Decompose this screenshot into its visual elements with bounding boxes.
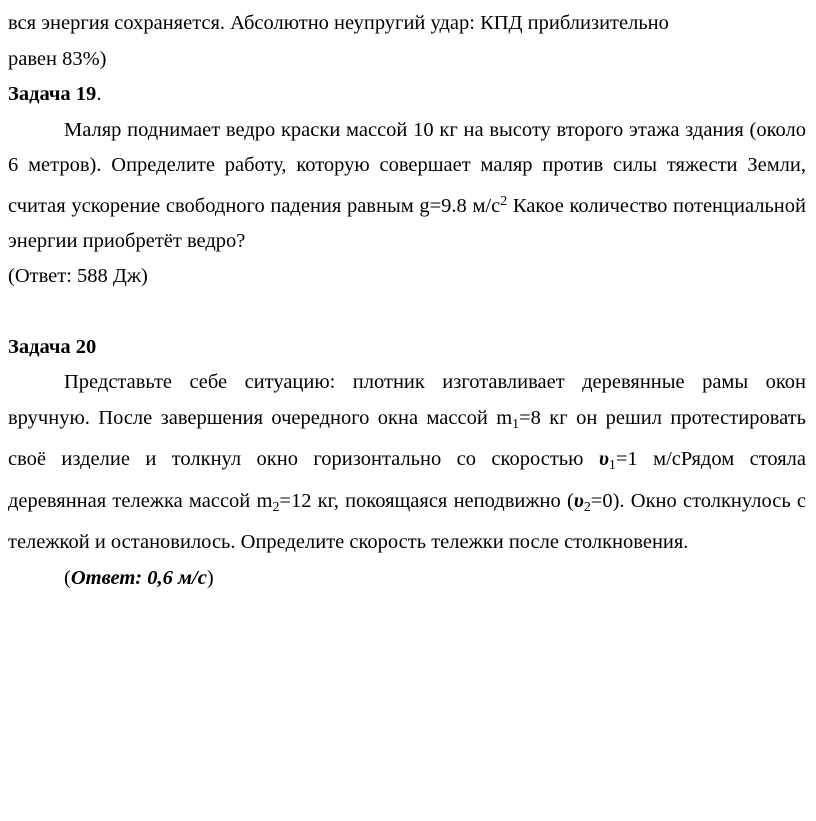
task-19-heading (8, 77, 806, 113)
task-19-body-continued: Какое количество потенциальной энергии приобретёт ведро? (8, 194, 807, 252)
task-20-sub-v1: 1 (608, 458, 616, 474)
intro-line-1: вся энергия сохраняется. Абсолютно неупругий удар: КПД приблизительно (8, 12, 669, 34)
intro-line-2: равен 83%) (8, 47, 107, 70)
task-20-answer (8, 561, 806, 597)
task-19-body (8, 113, 806, 260)
task-20-text-part-2: =8 кг он решил протестировать своё изделие и толкнул окно горизонтально со скоростью (8, 406, 806, 471)
task-20-heading (8, 330, 806, 366)
task-19-body-text: Маляр поднимает ведро краски массой 10 кг на высоту второго этажа здания (около 6 метров). Определите работу, которую совершает маляр против силы тяжести Земли, считая ускорение свободного падения равным g=9.8 м/с (8, 118, 806, 217)
task-19-exponent: 2 (500, 193, 508, 209)
task-20-answer-open: ( (64, 566, 71, 589)
task-20-sub-m2: 2 (272, 499, 280, 515)
task-20-symbol-v1: υ (598, 448, 609, 471)
task-20-symbol-v2: υ (573, 489, 584, 512)
paragraph-spacer (8, 295, 806, 330)
task-19-label-period: . (96, 83, 102, 105)
task-20-sub-m1: 1 (512, 416, 520, 432)
task-20-text-part-3: =1 м/сРядом стояла деревянная тележка массой m (8, 448, 807, 512)
task-20-text-part-5: =0). Окно столкнулось с тележкой и остановилось. Определите скорость тележки после столкновения. (8, 489, 807, 554)
task-20-text-part-1: Представьте себе ситуацию: плотник изготавливает деревянные рамы окон вручную. После завершения очередного окна массой m (8, 371, 806, 429)
task-20-answer-close: ) (206, 566, 214, 589)
task-20-body (8, 365, 806, 560)
task-19-answer: (Ответ: 588 Дж) (8, 265, 148, 288)
task-20-label: Задача 20 (8, 335, 97, 358)
task-20-answer-text: Ответ: 0,6 м/с (70, 566, 207, 589)
task-20-text-part-4: =12 кг, покоящаяся неподвижно ( (279, 489, 574, 512)
task-19-label: Задача 19 (8, 83, 97, 105)
task-20-sub-v2: 2 (583, 499, 591, 515)
